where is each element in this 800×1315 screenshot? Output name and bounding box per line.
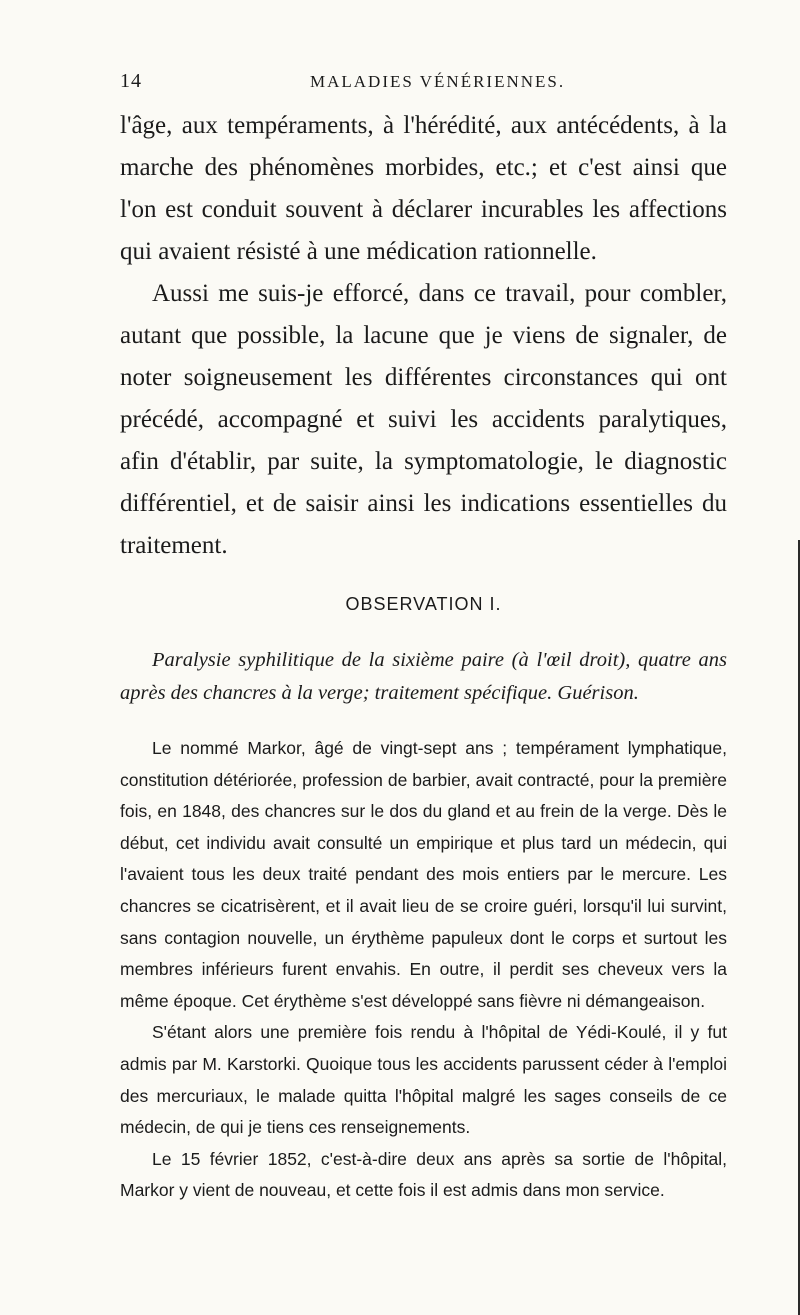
body-paragraph: Aussi me suis-je efforcé, dans ce travail, pour combler, autant que possible, la lacune que je viens de signaler, de noter soigneusement les différentes circonstances qui ont précédé, accompagné et suivi les accidents paralytiques, afin d'établir, par suite, la symptomatologie, le diagnostic différentiel, et de saisir ainsi les indications essentielles du traitement.: [120, 280, 727, 559]
observation-paragraph: Le 15 février 1852, c'est-à-dire deux ans après sa sortie de l'hôpital, Markor y vient de nouveau, et cette fois il est admis dans mon service.: [120, 1148, 727, 1201]
observation-heading: OBSERVATION I.: [345, 594, 502, 614]
running-head: [120, 70, 720, 100]
running-title: MALADIES VÉNÉRIENNES.: [310, 72, 566, 91]
observation-paragraph: Le nommé Markor, âgé de vingt-sept ans ; tempérament lymphatique, constitution détériorée, profession de barbier, avait contracté, pour la première fois, en 1848, des chancres sur le dos du gland et au frein de la verge. Dès le début, cet individu avait consulté un empirique et plus tard un médecin, qui l'avaient tous les deux traité pendant des mois entiers par le mercure. Les chancres se cicatrisèrent, et il avait lieu de se croire guéri, lorsqu'il lui survint, sans contagion nouvelle, un érythème papuleux dont le corps et surtout les membres inférieurs furent envahis. En outre, il perdit ses cheveux vers la même époque. Cet érythème s'est développé sans fièvre ni démangeaison.: [120, 738, 727, 1011]
observation-paragraph: S'étant alors une première fois rendu à l'hôpital de Yédi-Koulé, il y fut admis par M. Karstorki. Quoique tous les accidents parussent céder à l'emploi des mercuriaux, le malade quitta l'hôpital malgré les sages conseils de ce médecin, de qui je tiens ces renseignements.: [120, 1022, 727, 1138]
observation-title: Paralysie syphilitique de la sixième paire (à l'œil droit), quatre ans après des chancres à la verge; traitement spécifique. Guérison.: [120, 649, 727, 704]
observation-text: [120, 733, 727, 1207]
body-paragraph: l'âge, aux tempéraments, à l'hérédité, aux antécédents, à la marche des phénomènes morbides, etc.; et c'est ainsi que l'on est conduit souvent à déclarer incurables les affections qui avaient résisté à une médication rationnelle.: [120, 112, 727, 265]
page-number: 14: [120, 70, 142, 92]
body-text: [120, 105, 727, 567]
